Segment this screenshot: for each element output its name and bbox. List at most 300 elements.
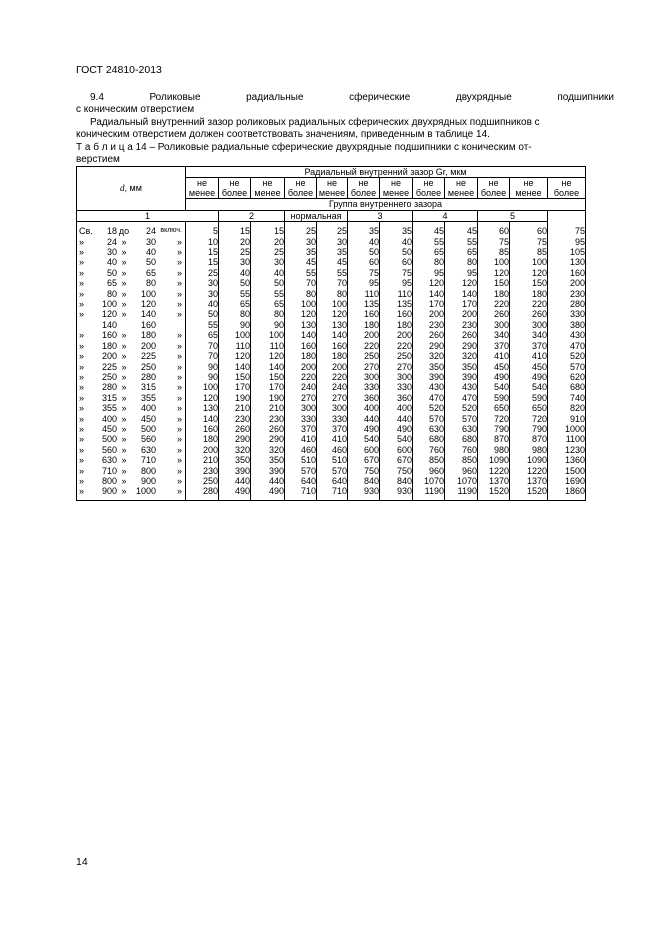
clearance-value: 980 [478, 445, 510, 455]
clearance-value: 600 [348, 445, 380, 455]
body-line: Радиальный внутренний зазор роликовых радиальных сферических двухрядных подшипников с [90, 117, 540, 128]
clearance-value: 160 [348, 309, 380, 319]
clearance-value: 80 [219, 309, 251, 319]
clearance-value: 380 [548, 320, 586, 330]
clearance-value: 1690 [548, 476, 586, 486]
clearance-value: 85 [478, 247, 510, 257]
clearance-value: 180 [478, 289, 510, 299]
clearance-value: 250 [380, 351, 413, 361]
clearance-value: 840 [348, 476, 380, 486]
clearance-value: 25 [219, 247, 251, 257]
clearance-value: 85 [510, 247, 548, 257]
clearance-value: 100 [510, 257, 548, 267]
caption-line: Т а б л и ц а 14 – Роликовые радиальные сферические двухрядные подшипники с коническим от- [76, 142, 532, 153]
table-row [77, 237, 586, 247]
clearance-value: 280 [186, 486, 219, 500]
clearance-value: 1220 [478, 466, 510, 476]
diameter-range: » 250 » 280 » [79, 371, 182, 382]
body-line: коническим отверстием должен соответствовать значениям, приведенным в таблице 14. [76, 129, 490, 141]
clearance-value: 40 [219, 268, 251, 278]
clearance-value: 55 [317, 268, 348, 278]
clearance-value: 150 [478, 278, 510, 288]
clearance-value: 80 [445, 257, 478, 267]
clearance-value: 1220 [510, 466, 548, 476]
clearance-value: 410 [510, 351, 548, 361]
clearance-value: 440 [348, 414, 380, 424]
clearance-value: 590 [478, 393, 510, 403]
clearance-value: 330 [285, 414, 317, 424]
diameter-range: » 200 » 225 » [79, 351, 182, 362]
clearance-value: 35 [285, 247, 317, 257]
diameter-range: » 180 » 200 » [79, 340, 182, 351]
clearance-value: 930 [380, 486, 413, 500]
clearance-value: 1100 [548, 434, 586, 444]
clearance-value: 600 [380, 445, 413, 455]
diameter-range: » 50 » 65 » [79, 267, 182, 278]
diameter-range: 140 160 [101, 319, 156, 330]
clearance-value: 760 [445, 445, 478, 455]
clearance-value: 95 [380, 278, 413, 288]
table-row [77, 320, 586, 330]
clearance-value: 35 [348, 222, 380, 237]
clearance-value: 1090 [510, 455, 548, 465]
clearance-value: 150 [510, 278, 548, 288]
table-row [77, 362, 586, 372]
table-row [77, 222, 586, 237]
clearance-value: 320 [413, 351, 445, 361]
clearance-value: 30 [285, 237, 317, 247]
clearance-value: 370 [285, 424, 317, 434]
section-title-word: подшипники [557, 92, 614, 103]
clearance-value: 160 [548, 268, 586, 278]
clearance-value: 410 [317, 434, 348, 444]
table-body [77, 222, 586, 501]
clearance-value: 95 [413, 268, 445, 278]
clearance-value: 60 [510, 222, 548, 237]
clearance-value: 340 [478, 330, 510, 340]
clearance-value: 490 [380, 424, 413, 434]
clearance-value: 320 [251, 445, 285, 455]
clearance-value: 330 [317, 414, 348, 424]
clearance-value: 840 [380, 476, 413, 486]
clearance-value: 740 [548, 393, 586, 403]
clearance-value: 15 [251, 222, 285, 237]
table-row [77, 289, 586, 299]
diameter-range: » 450 » 500 » [79, 423, 182, 434]
clearance-value: 1070 [445, 476, 478, 486]
clearance-value: 1860 [548, 486, 586, 500]
clearance-value: 330 [548, 309, 586, 319]
clearance-value: 510 [285, 455, 317, 465]
clearance-value: 15 [186, 257, 219, 267]
clearance-value: 1190 [445, 486, 478, 500]
clearance-value: 90 [186, 372, 219, 382]
clearance-table [76, 166, 586, 501]
clearance-value: 40 [251, 268, 285, 278]
clearance-value: 510 [317, 455, 348, 465]
body-paragraph [76, 117, 614, 142]
clearance-value: 35 [317, 247, 348, 257]
clearance-value: 300 [380, 372, 413, 382]
clearance-value: 80 [413, 257, 445, 267]
clearance-value: 680 [445, 434, 478, 444]
clearance-value: 570 [548, 362, 586, 372]
clearance-value: 50 [348, 247, 380, 257]
clearance-value: 1070 [413, 476, 445, 486]
clearance-value: 130 [186, 403, 219, 413]
clearance-value: 60 [478, 222, 510, 237]
clearance-value: 240 [285, 382, 317, 392]
clearance-value: 170 [251, 382, 285, 392]
clearance-value: 470 [445, 393, 478, 403]
max-label-header: не более [478, 178, 510, 199]
diameter-range: » 80 » 100 » [79, 288, 182, 299]
clearance-value: 55 [285, 268, 317, 278]
table-row [77, 278, 586, 288]
table-row [77, 445, 586, 455]
group-label: 5 [478, 210, 548, 221]
clearance-value: 220 [317, 372, 348, 382]
clearance-value: 120 [219, 351, 251, 361]
clearance-value: 65 [251, 299, 285, 309]
max-label-header: не более [348, 178, 380, 199]
clearance-value: 350 [413, 362, 445, 372]
clearance-value: 290 [219, 434, 251, 444]
clearance-value: 45 [285, 257, 317, 267]
clearance-value: 230 [251, 414, 285, 424]
clearance-value: 350 [251, 455, 285, 465]
diameter-range: » 30 » 40 » [79, 247, 182, 258]
clearance-value: 170 [413, 299, 445, 309]
clearance-value: 430 [548, 330, 586, 340]
clearance-value: 430 [445, 382, 478, 392]
clearance-value: 75 [478, 237, 510, 247]
table-row [77, 372, 586, 382]
clearance-value: 350 [219, 455, 251, 465]
clearance-value: 400 [348, 403, 380, 413]
clearance-value: 570 [317, 466, 348, 476]
diameter-range: » 800 » 900 » [79, 475, 182, 486]
table-row [77, 330, 586, 340]
clearance-value: 220 [285, 372, 317, 382]
clearance-value: 930 [348, 486, 380, 500]
clearance-value: 65 [219, 299, 251, 309]
clearance-value: 55 [413, 237, 445, 247]
clearance-value: 680 [413, 434, 445, 444]
clearance-value: 440 [251, 476, 285, 486]
table-row [77, 382, 586, 392]
clearance-value: 160 [317, 341, 348, 351]
min-label-header: не менее [445, 178, 478, 199]
clearance-value: 460 [317, 445, 348, 455]
clearance-value: 820 [548, 403, 586, 413]
clearance-value: 390 [413, 372, 445, 382]
clearance-value: 570 [285, 466, 317, 476]
clearance-value: 110 [251, 341, 285, 351]
table-row [77, 257, 586, 267]
group-label: 2 [219, 210, 285, 221]
clearance-value: 105 [548, 247, 586, 257]
clearance-value: 100 [285, 299, 317, 309]
clearance-value: 210 [251, 403, 285, 413]
clearance-value: 540 [478, 382, 510, 392]
clearance-value: 370 [478, 341, 510, 351]
diameter-range: » 160 » 180 » [79, 330, 182, 341]
diameter-range: » 500 » 560 » [79, 434, 182, 445]
min-label-header: не менее [380, 178, 413, 199]
clearance-value: 110 [348, 289, 380, 299]
diameter-range: » 630 » 710 » [79, 455, 182, 466]
table-row [77, 247, 586, 257]
section-heading [76, 92, 614, 117]
clearance-value: 670 [348, 455, 380, 465]
clearance-value: 180 [510, 289, 548, 299]
max-label-header: не более [219, 178, 251, 199]
diameter-range: » 710 » 800 » [79, 465, 182, 476]
clearance-value: 410 [478, 351, 510, 361]
diameter-range: » 100 » 120 » [79, 299, 182, 310]
clearance-value: 30 [317, 237, 348, 247]
page-number: 14 [76, 856, 88, 868]
diameter-range: » 225 » 250 » [79, 361, 182, 372]
clearance-value: 45 [317, 257, 348, 267]
clearance-value: 200 [445, 309, 478, 319]
clearance-value: 135 [348, 299, 380, 309]
clearance-value: 640 [317, 476, 348, 486]
clearance-value: 450 [510, 362, 548, 372]
clearance-value: 340 [510, 330, 548, 340]
clearance-value: 290 [251, 434, 285, 444]
clearance-value: 200 [317, 362, 348, 372]
clearance-value: 140 [186, 414, 219, 424]
clearance-value: 100 [317, 299, 348, 309]
clearance-value: 160 [380, 309, 413, 319]
group-number-row [77, 210, 586, 221]
clearance-value: 430 [413, 382, 445, 392]
clearance-value: 5 [186, 222, 219, 237]
clearance-value: 60 [380, 257, 413, 267]
clearance-value: 70 [186, 351, 219, 361]
clearance-value: 710 [285, 486, 317, 500]
clearance-value: 80 [285, 289, 317, 299]
clearance-value: 80 [251, 309, 285, 319]
clearance-value: 220 [478, 299, 510, 309]
clearance-value: 35 [380, 222, 413, 237]
clearance-value: 130 [548, 257, 586, 267]
clearance-value: 120 [317, 309, 348, 319]
clearance-value: 630 [445, 424, 478, 434]
table-row [77, 486, 586, 500]
clearance-value: 490 [478, 372, 510, 382]
clearance-value: 390 [219, 466, 251, 476]
diameter-range: » 40 » 50 » [79, 257, 182, 268]
table-row [77, 268, 586, 278]
clearance-value: 75 [548, 222, 586, 237]
clearance-value: 540 [510, 382, 548, 392]
clearance-value: 220 [348, 341, 380, 351]
clearance-value: 290 [413, 341, 445, 351]
section-title-word: двухрядные [455, 92, 512, 103]
clearance-value: 490 [348, 424, 380, 434]
clearance-value: 70 [186, 341, 219, 351]
clearance-value: 640 [285, 476, 317, 486]
table-row [77, 403, 586, 413]
clearance-value: 45 [413, 222, 445, 237]
clearance-value: 50 [251, 278, 285, 288]
clearance-value: 200 [548, 278, 586, 288]
clearance-value: 90 [251, 320, 285, 330]
clearance-value: 870 [510, 434, 548, 444]
clearance-value: 120 [478, 268, 510, 278]
clearance-value: 710 [317, 486, 348, 500]
clearance-value: 140 [413, 289, 445, 299]
clearance-value: 120 [285, 309, 317, 319]
clearance-value: 15 [219, 222, 251, 237]
clearance-value: 270 [285, 393, 317, 403]
clearance-value: 630 [413, 424, 445, 434]
clearance-value: 870 [478, 434, 510, 444]
clearance-value: 1520 [510, 486, 548, 500]
clearance-value: 30 [186, 278, 219, 288]
clearance-value: 70 [317, 278, 348, 288]
clearance-value: 120 [413, 278, 445, 288]
clearance-value: 75 [380, 268, 413, 278]
clearance-value: 95 [348, 278, 380, 288]
table-row [77, 414, 586, 424]
clearance-value: 910 [548, 414, 586, 424]
clearance-value: 300 [348, 372, 380, 382]
clearance-value: 120 [510, 268, 548, 278]
max-label-header: не более [285, 178, 317, 199]
clearance-value: 170 [445, 299, 478, 309]
diameter-range: Св. 18 до 24 включ. [79, 226, 182, 237]
clearance-value: 240 [317, 382, 348, 392]
clearance-value: 45 [445, 222, 478, 237]
clearance-value: 130 [285, 320, 317, 330]
clearance-value: 400 [380, 403, 413, 413]
table-row [77, 351, 586, 361]
clearance-value: 270 [348, 362, 380, 372]
table-row [77, 466, 586, 476]
min-label-header: не менее [317, 178, 348, 199]
clearance-value: 470 [548, 341, 586, 351]
clearance-value: 55 [186, 320, 219, 330]
clearance-value: 1360 [548, 455, 586, 465]
clearance-value: 25 [186, 268, 219, 278]
clearance-value: 200 [380, 330, 413, 340]
clearance-value: 65 [413, 247, 445, 257]
clearance-value: 490 [251, 486, 285, 500]
group-label: 1 [77, 210, 219, 221]
clearance-value: 200 [413, 309, 445, 319]
clearance-value: 190 [219, 393, 251, 403]
clearance-value: 750 [348, 466, 380, 476]
clearance-value: 110 [380, 289, 413, 299]
clearance-value: 670 [380, 455, 413, 465]
group-label: 3 [348, 210, 413, 221]
clearance-value: 75 [348, 268, 380, 278]
diameter-range: » 400 » 450 » [79, 413, 182, 424]
clearance-value: 1190 [413, 486, 445, 500]
diameter-range: » 65 » 80 » [79, 278, 182, 289]
clearance-value: 50 [380, 247, 413, 257]
clearance-value: 130 [317, 320, 348, 330]
clearance-value: 30 [186, 289, 219, 299]
max-label-header: не более [413, 178, 445, 199]
clearance-value: 520 [548, 351, 586, 361]
table-row [77, 434, 586, 444]
clearance-value: 150 [219, 372, 251, 382]
clearance-value: 135 [380, 299, 413, 309]
diameter-range: » 560 » 630 » [79, 444, 182, 455]
clearance-value: 300 [285, 403, 317, 413]
clearance-value: 680 [548, 382, 586, 392]
clearance-value: 40 [186, 299, 219, 309]
clearance-value: 65 [445, 247, 478, 257]
clearance-value: 260 [445, 330, 478, 340]
clearance-value: 760 [413, 445, 445, 455]
clearance-value: 980 [510, 445, 548, 455]
clearance-value: 450 [478, 362, 510, 372]
clearance-value: 1500 [548, 466, 586, 476]
clearance-value: 590 [510, 393, 548, 403]
clearance-value: 120 [251, 351, 285, 361]
clearance-value: 320 [445, 351, 478, 361]
clearance-value: 25 [317, 222, 348, 237]
table-row [77, 476, 586, 486]
table-row [77, 341, 586, 351]
clearance-value: 10 [186, 237, 219, 247]
document-code-header: ГОСТ 24810-2013 [76, 64, 162, 76]
table-row [77, 424, 586, 434]
diameter-range: » 24 » 30 » [79, 236, 182, 247]
clearance-value: 55 [251, 289, 285, 299]
clearance-value: 40 [380, 237, 413, 247]
clearance-value: 230 [413, 320, 445, 330]
clearance-value: 850 [413, 455, 445, 465]
clearance-value: 720 [478, 414, 510, 424]
clearance-value: 15 [186, 247, 219, 257]
clearance-value: 570 [413, 414, 445, 424]
clearance-value: 1370 [478, 476, 510, 486]
clearance-value: 360 [380, 393, 413, 403]
clearance-value: 650 [510, 403, 548, 413]
clearance-value: 440 [380, 414, 413, 424]
clearance-value: 140 [251, 362, 285, 372]
clearance-value: 230 [219, 414, 251, 424]
clearance-value: 300 [510, 320, 548, 330]
clearance-value: 260 [219, 424, 251, 434]
clearance-value: 180 [317, 351, 348, 361]
clearance-value: 470 [413, 393, 445, 403]
clearance-value: 570 [445, 414, 478, 424]
section-title-word: радиальные [246, 92, 304, 103]
clearance-value: 210 [219, 403, 251, 413]
clearance-value: 330 [380, 382, 413, 392]
diameter-range: » 900 » 1000 » [79, 486, 182, 497]
min-label-header: не менее [510, 178, 548, 199]
clearance-value: 30 [251, 257, 285, 267]
clearance-value: 490 [510, 372, 548, 382]
clearance-value: 790 [478, 424, 510, 434]
group-label: 4 [413, 210, 478, 221]
clearance-value: 490 [219, 486, 251, 500]
clearance-value: 150 [251, 372, 285, 382]
clearance-value: 120 [186, 393, 219, 403]
clearance-value: 410 [285, 434, 317, 444]
d-column-header: d, мм [77, 167, 186, 211]
clearance-value: 290 [445, 341, 478, 351]
